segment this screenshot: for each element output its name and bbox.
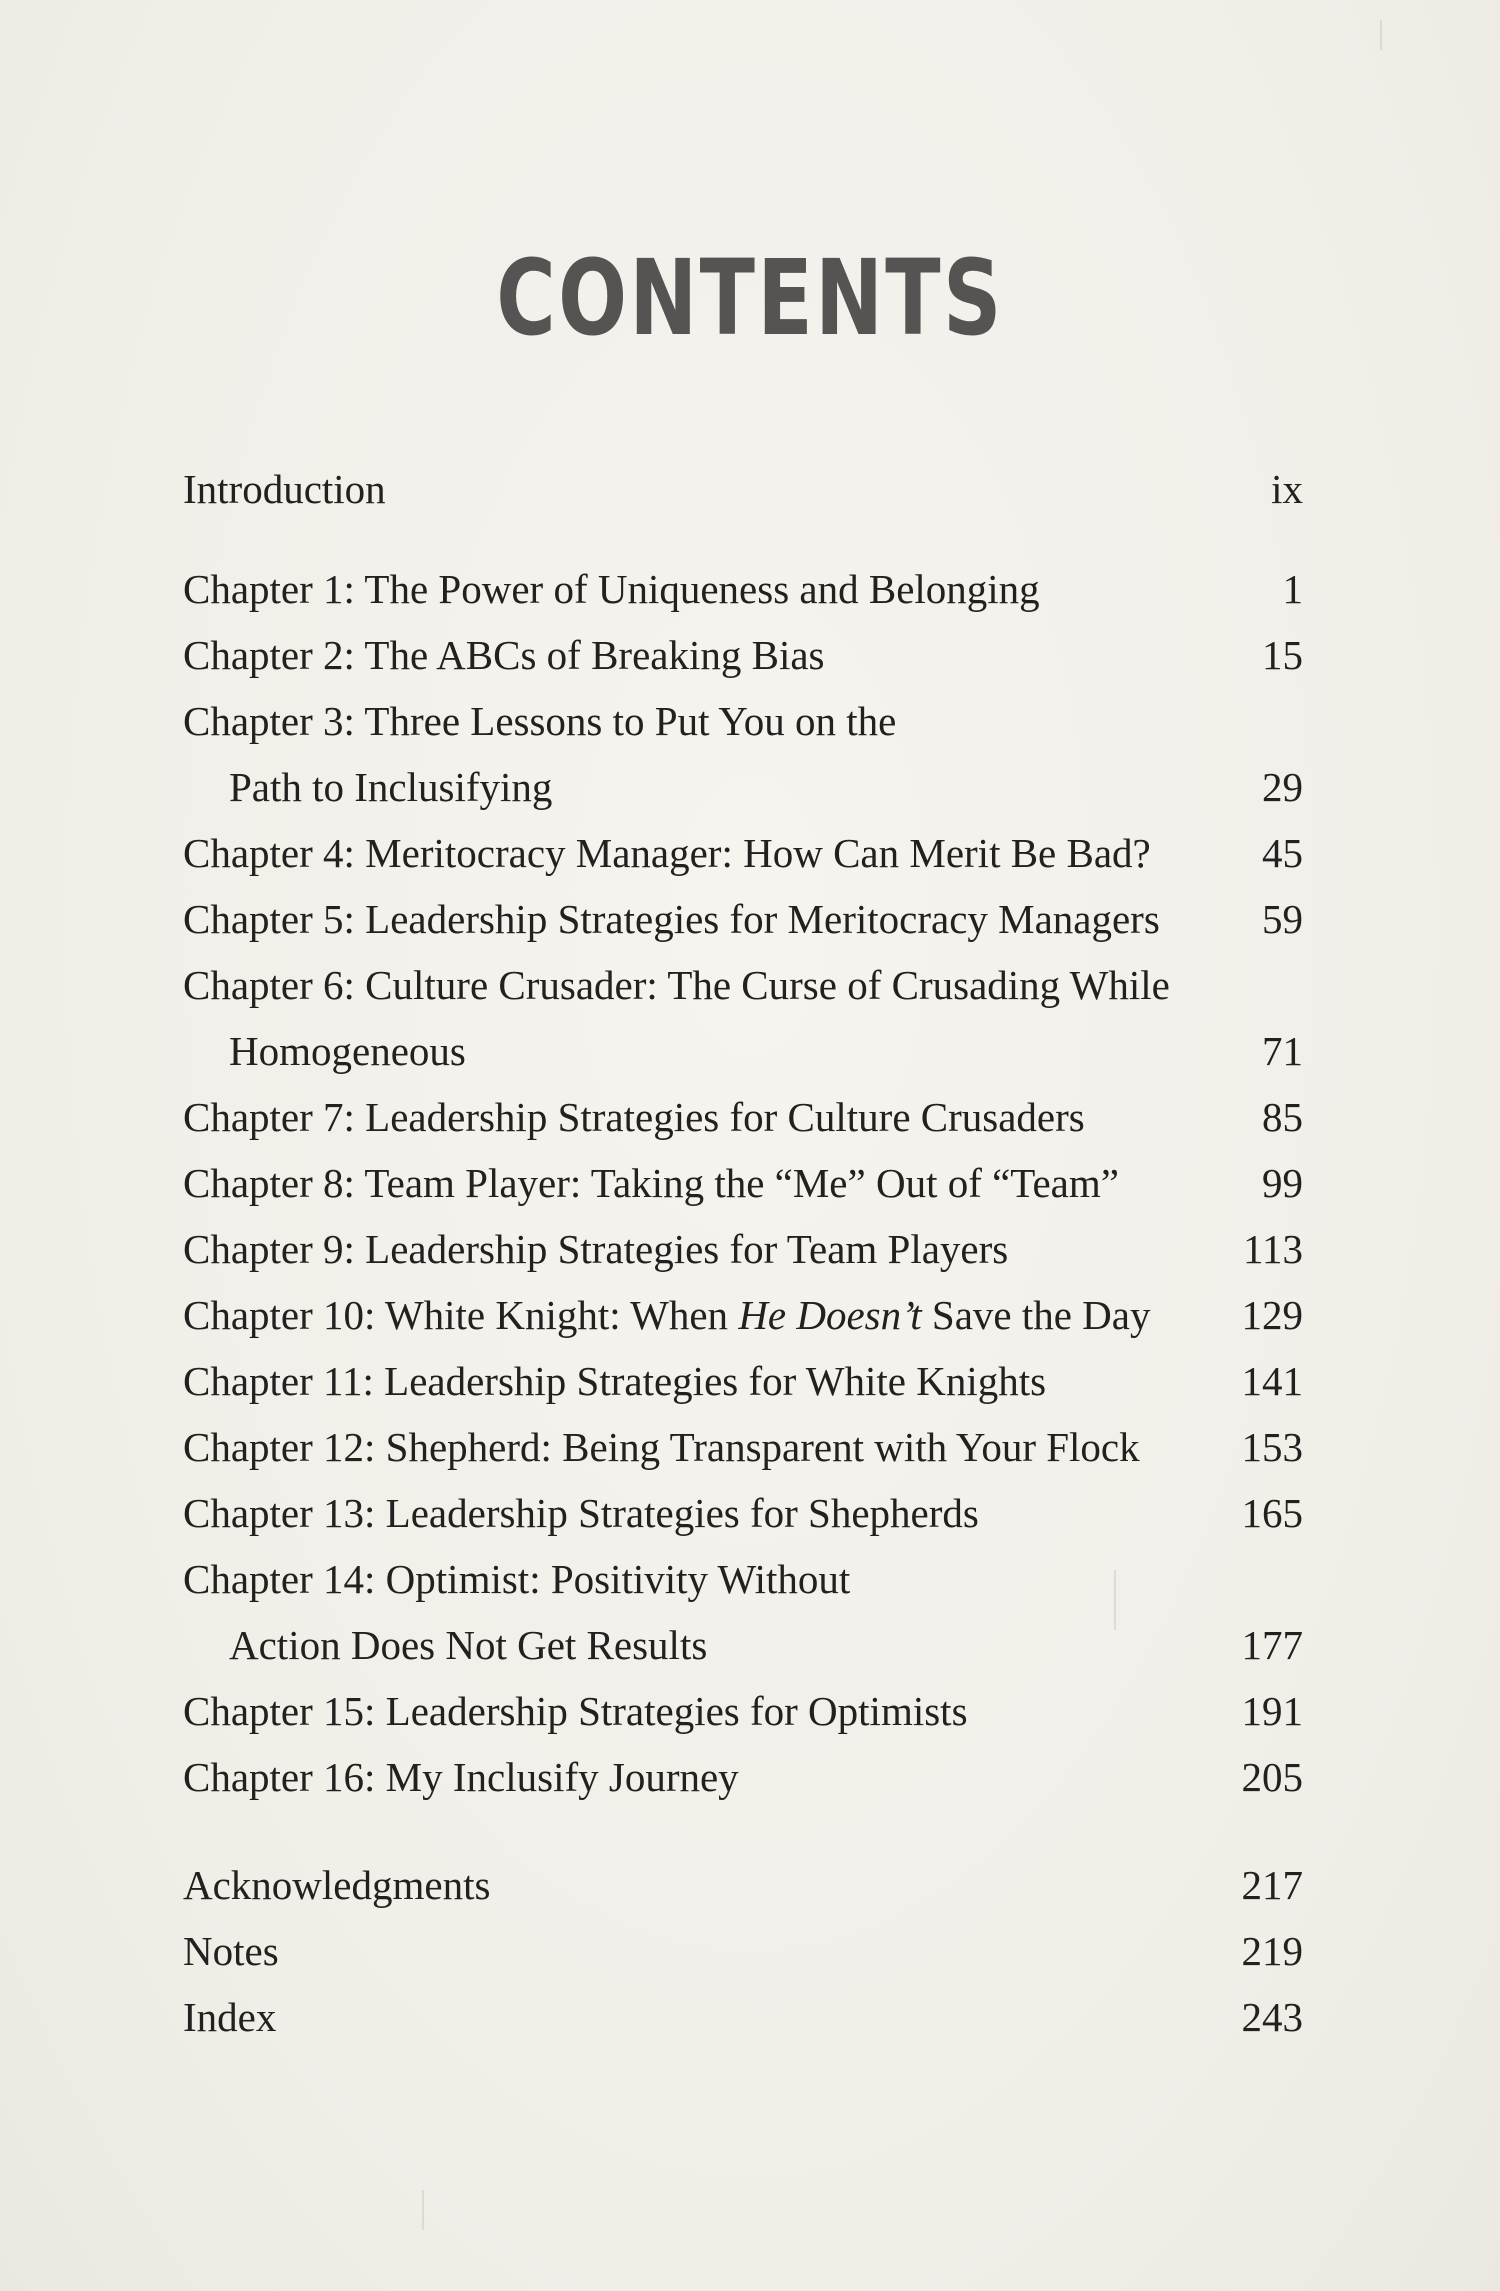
toc-entry-chapter-6-line-1	[183, 952, 1303, 1018]
toc-entry-label: Chapter 4: Meritocracy Manager: How Can Merit Be Bad?	[183, 830, 1151, 876]
toc-entry-label: Notes	[183, 1928, 279, 1974]
paper-scuff-mark	[422, 2190, 424, 2230]
toc-entry-page: 129	[1241, 1292, 1303, 1338]
toc-entry-chapter-7	[183, 1084, 1303, 1150]
toc-entry-page: 153	[1241, 1424, 1303, 1470]
toc-entry-chapter-2	[183, 622, 1303, 688]
toc-entry-chapter-14-line-2	[183, 1612, 1303, 1678]
toc-entry-label: Chapter 9: Leadership Strategies for Team Players	[183, 1226, 1009, 1272]
toc-entry-chapter-12	[183, 1414, 1303, 1480]
toc-entry-chapter-15	[183, 1678, 1303, 1744]
paper-scuff-mark	[1114, 1570, 1116, 1630]
toc-entry-chapter-8	[183, 1150, 1303, 1216]
toc-entry-label: Chapter 5: Leadership Strategies for Meritocracy Managers	[183, 896, 1160, 942]
toc-entry-page: 15	[1262, 632, 1303, 678]
toc-entry-page: 1	[1282, 566, 1303, 612]
toc-entry-chapter-6-line-2	[183, 1018, 1303, 1084]
toc-entry-label: Chapter 12: Shepherd: Being Transparent with Your Flock	[183, 1424, 1140, 1470]
toc-entry-chapter-11	[183, 1348, 1303, 1414]
page-title: CONTENTS	[496, 237, 1004, 359]
toc-entry-page: 85	[1262, 1094, 1303, 1140]
toc-entry-page: 45	[1262, 830, 1303, 876]
toc-entry-introduction	[183, 456, 1303, 522]
toc-entry-chapter-14-line-1	[183, 1546, 1303, 1612]
toc-entry-label-continued: Homogeneous	[229, 1028, 466, 1074]
toc-entry-label: Chapter 7: Leadership Strategies for Culture Crusaders	[183, 1094, 1085, 1140]
table-of-contents	[183, 0, 1303, 2291]
toc-entry-page: 177	[1241, 1622, 1303, 1668]
toc-entry-chapter-5	[183, 886, 1303, 952]
toc-entry-label-continued: Path to Inclusifying	[229, 764, 553, 810]
toc-entry-page: 29	[1262, 764, 1303, 810]
toc-entry-label: Index	[183, 1994, 277, 2040]
toc-entry-label: Chapter 6: Culture Crusader: The Curse of Crusading While	[183, 962, 1170, 1008]
toc-entry-page: 243	[1241, 1994, 1303, 2040]
toc-entry-page: 205	[1241, 1754, 1303, 1800]
toc-entry-label: Chapter 1: The Power of Uniqueness and Belonging	[183, 566, 1040, 612]
toc-entry-acknowledgments	[183, 1852, 1303, 1918]
toc-entry-label: Chapter 8: Team Player: Taking the “Me” Out of “Team”	[183, 1160, 1119, 1206]
toc-entry-chapter-13	[183, 1480, 1303, 1546]
toc-entry-page: 141	[1241, 1358, 1303, 1404]
toc-entry-label: Chapter 13: Leadership Strategies for Shepherds	[183, 1490, 979, 1536]
toc-entry-page: 219	[1241, 1928, 1303, 1974]
toc-entry-label	[183, 1282, 1150, 1348]
toc-entry-label-end: Save the Day	[921, 1292, 1151, 1338]
toc-entry-label: Acknowledgments	[183, 1862, 491, 1908]
toc-entry-page: ix	[1271, 466, 1303, 512]
paper-scuff-mark	[1380, 20, 1382, 50]
toc-entry-label-continued: Action Does Not Get Results	[229, 1622, 708, 1668]
toc-entry-label: Chapter 16: My Inclusify Journey	[183, 1754, 739, 1800]
toc-entry-notes	[183, 1918, 1303, 1984]
toc-entry-label: Chapter 14: Optimist: Positivity Without	[183, 1556, 851, 1602]
toc-entry-page: 165	[1241, 1490, 1303, 1536]
toc-entry-chapter-1	[183, 556, 1303, 622]
toc-entry-label: Chapter 15: Leadership Strategies for Optimists	[183, 1688, 968, 1734]
toc-entry-index	[183, 1984, 1303, 2050]
toc-entry-page: 99	[1262, 1160, 1303, 1206]
toc-entry-label-start: Chapter 10: White Knight: When	[183, 1292, 739, 1338]
toc-entry-label: Introduction	[183, 466, 386, 512]
toc-entry-chapter-9	[183, 1216, 1303, 1282]
toc-entry-page: 71	[1262, 1028, 1303, 1074]
toc-entry-page: 113	[1243, 1226, 1303, 1272]
toc-entry-label: Chapter 2: The ABCs of Breaking Bias	[183, 632, 825, 678]
toc-entry-chapter-3-line-2	[183, 754, 1303, 820]
toc-entry-page: 191	[1241, 1688, 1303, 1734]
toc-entry-chapter-4	[183, 820, 1303, 886]
toc-entry-label: Chapter 11: Leadership Strategies for White Knights	[183, 1358, 1047, 1404]
toc-entry-chapter-10	[183, 1282, 1303, 1348]
toc-entry-chapter-16	[183, 1744, 1303, 1810]
toc-entry-label: Chapter 3: Three Lessons to Put You on the	[183, 698, 897, 744]
toc-entry-label-italic: He Doesn’t	[738, 1292, 922, 1338]
toc-entry-chapter-3-line-1	[183, 688, 1303, 754]
toc-entry-page: 217	[1241, 1862, 1303, 1908]
toc-entry-page: 59	[1262, 896, 1303, 942]
